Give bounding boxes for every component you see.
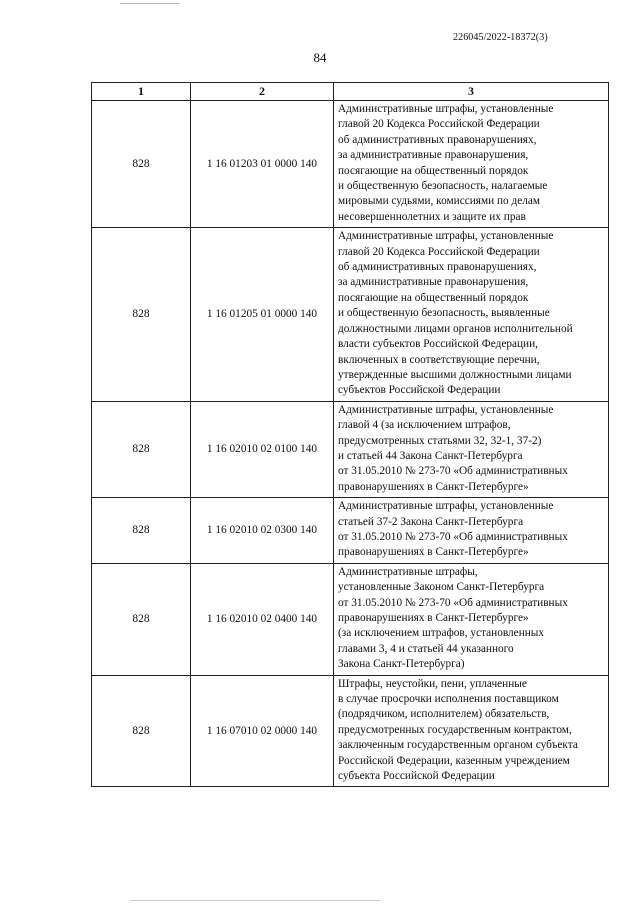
description-line: статьей 37-2 Закона Санкт-Петербурга bbox=[338, 515, 524, 528]
description-line: Закона Санкт-Петербурга) bbox=[338, 658, 465, 671]
scan-artifact-top bbox=[120, 3, 180, 4]
table-body bbox=[92, 101, 609, 787]
table-row bbox=[92, 228, 609, 401]
description-line: Административные штрафы, bbox=[338, 565, 478, 578]
administrator-code-cell: 828 bbox=[92, 228, 191, 401]
description-line: субъекта Российской Федерации bbox=[338, 770, 495, 783]
description-line: власти субъектов Российской Федерации, bbox=[338, 338, 538, 351]
budget-codes-table bbox=[91, 82, 609, 787]
budget-classification-code-cell: 1 16 01205 01 0000 140 bbox=[191, 228, 334, 401]
budget-classification-code-cell: 1 16 02010 02 0100 140 bbox=[191, 401, 334, 497]
scan-artifact-bottom bbox=[130, 900, 380, 901]
column-header-1: 1 bbox=[92, 83, 191, 101]
administrator-code-cell: 828 bbox=[92, 401, 191, 497]
page-number: 84 bbox=[313, 50, 327, 65]
table-row bbox=[92, 401, 609, 497]
description-line: от 31.05.2010 № 273-70 «Об административных bbox=[338, 465, 568, 478]
description-line: главой 20 Кодекса Российской Федерации bbox=[338, 118, 540, 131]
income-description-cell bbox=[334, 228, 609, 401]
description-line: главами 3, 4 и статьей 44 указанного bbox=[338, 642, 514, 655]
description-line: (подрядчиком, исполнителем) обязательств, bbox=[338, 708, 550, 721]
description-line: от 31.05.2010 № 273-70 «Об административных bbox=[338, 530, 568, 543]
description-line: за административные правонарушения, bbox=[338, 149, 529, 162]
description-line: за административные правонарушения, bbox=[338, 276, 529, 289]
income-description-cell bbox=[334, 101, 609, 228]
description-line: об административных правонарушениях, bbox=[338, 133, 537, 146]
description-line: Российской Федерации, казенным учреждением bbox=[338, 754, 570, 767]
description-line: Административные штрафы, установленные bbox=[338, 500, 554, 513]
description-line: включенных в соответствующие перечни, bbox=[338, 353, 540, 366]
administrator-code-cell: 828 bbox=[92, 101, 191, 228]
table-row bbox=[92, 498, 609, 564]
description-line: от 31.05.2010 № 273-70 «Об административных bbox=[338, 596, 568, 609]
description-line: правонарушениях в Санкт-Петербурге» bbox=[338, 546, 529, 559]
administrator-code-cell: 828 bbox=[92, 498, 191, 564]
administrator-code-cell: 828 bbox=[92, 563, 191, 675]
description-line: Административные штрафы, установленные bbox=[338, 403, 554, 416]
budget-classification-code-cell: 1 16 02010 02 0400 140 bbox=[191, 563, 334, 675]
description-line: должностными лицами органов исполнительной bbox=[338, 322, 573, 335]
income-description-cell bbox=[334, 401, 609, 497]
administrator-code-cell: 828 bbox=[92, 675, 191, 787]
document-registration-number: 226045/2022-18372(3) bbox=[453, 32, 548, 43]
description-line: Административные штрафы, установленные bbox=[338, 230, 554, 243]
column-header-3: 3 bbox=[334, 83, 609, 101]
description-line: посягающие на общественный порядок bbox=[338, 291, 529, 304]
description-line: субъектов Российской Федерации bbox=[338, 384, 501, 397]
description-line: и статьей 44 Закона Санкт-Петербурга bbox=[338, 449, 523, 462]
budget-classification-code-cell: 1 16 01203 01 0000 140 bbox=[191, 101, 334, 228]
income-description-cell bbox=[334, 675, 609, 787]
income-description-cell bbox=[334, 563, 609, 675]
table-header-row bbox=[92, 83, 609, 101]
income-description-cell bbox=[334, 498, 609, 564]
table-row bbox=[92, 563, 609, 675]
description-line: правонарушениях в Санкт-Петербурге» bbox=[338, 612, 529, 624]
description-line: мировыми судьями, комиссиями по делам bbox=[338, 195, 541, 208]
description-line: несовершеннолетних и защите их прав bbox=[338, 210, 526, 223]
description-line: заключенным государственным органом субъекта bbox=[338, 739, 578, 752]
description-line: установленные Законом Санкт-Петербурга bbox=[338, 581, 545, 594]
description-line: главой 20 Кодекса Российской Федерации bbox=[338, 245, 540, 258]
description-line: об административных правонарушениях, bbox=[338, 261, 537, 274]
budget-classification-code-cell: 1 16 07010 02 0000 140 bbox=[191, 675, 334, 787]
description-line: утвержденные высшими должностными лицами bbox=[338, 368, 572, 381]
description-line: и общественную безопасность, налагаемые bbox=[338, 180, 548, 193]
description-line: Штрафы, неустойки, пени, уплаченные bbox=[338, 677, 527, 690]
budget-classification-code-cell: 1 16 02010 02 0300 140 bbox=[191, 498, 334, 564]
description-line: предусмотренных статьями 32, 32-1, 37-2) bbox=[338, 434, 542, 447]
description-line: (за исключением штрафов, установленных bbox=[338, 627, 545, 640]
description-line: предусмотренных государственным контрактом, bbox=[338, 723, 572, 736]
description-line: правонарушениях в Санкт-Петербурге» bbox=[338, 480, 529, 493]
column-header-2: 2 bbox=[191, 83, 334, 101]
table-row bbox=[92, 675, 609, 787]
description-line: посягающие на общественный порядок bbox=[338, 164, 529, 177]
description-line: в случае просрочки исполнения поставщиком bbox=[338, 693, 559, 706]
description-line: Административные штрафы, установленные bbox=[338, 103, 554, 115]
description-line: главой 4 (за исключением штрафов, bbox=[338, 419, 511, 432]
table-row bbox=[92, 101, 609, 228]
description-line: и общественную безопасность, выявленные bbox=[338, 307, 550, 320]
